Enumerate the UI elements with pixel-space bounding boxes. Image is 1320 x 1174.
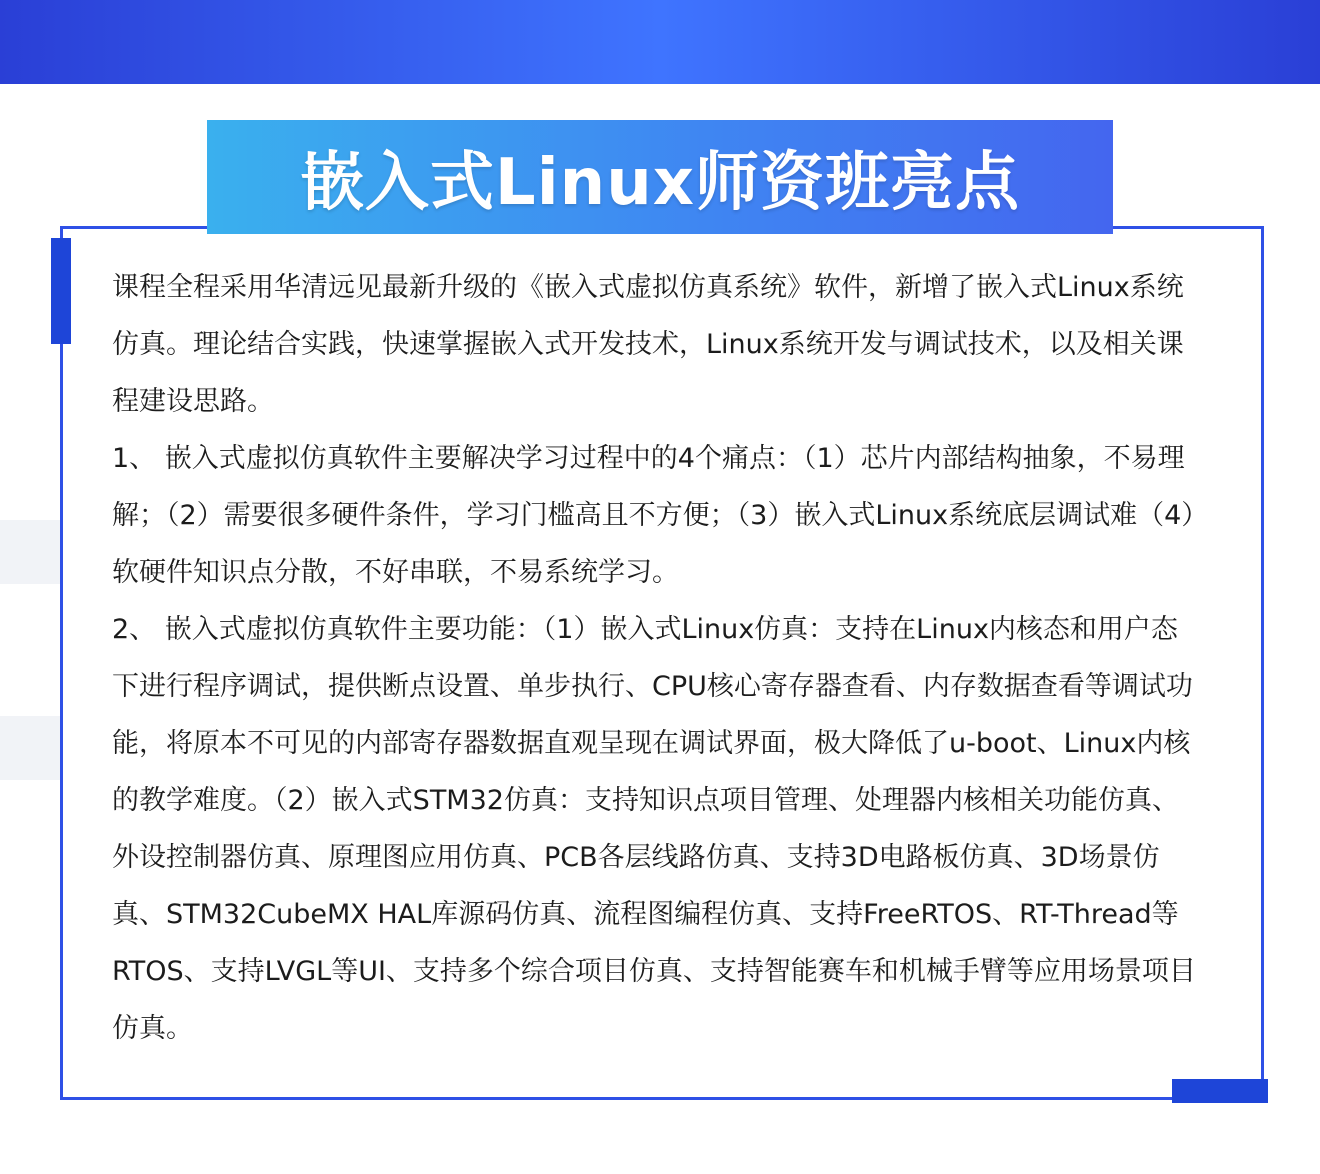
decorative-stripe: [0, 716, 60, 780]
features-paragraph: 2、 嵌入式虚拟仿真软件主要功能：（1）嵌入式Linux仿真：支持在Linux内核态和用户态下进行程序调试，提供断点设置、单步执行、CPU核心寄存器查看、内存数据查看等调试功能，将原本不可见的内部寄存器数据直观呈现在调试界面，极大降低了u-boot、Linux内核的教学难度。（2）嵌入式STM32仿真：支持知识点项目管理、处理器内核相关功能仿真、外设控制器仿真、原理图应用仿真、PCB各层线路仿真、支持3D电路板仿真、3D场景仿真、STM32CubeMX HAL库源码仿真、流程图编程仿真、支持FreeRTOS、RT-Thread等RTOS、支持LVGL等UI、支持多个综合项目仿真、支持智能赛车和机械手臂等应用场景项目仿真。: [112, 614, 1196, 1044]
title-banner: [207, 120, 1113, 234]
header-band: [0, 0, 1320, 84]
page-title: 嵌入式Linux师资班亮点: [299, 146, 1021, 220]
body-text: [112, 259, 1204, 1057]
decorative-stripe: [0, 520, 60, 584]
intro-paragraph: 课程全程采用华清远见最新升级的《嵌入式虚拟仿真系统》软件，新增了嵌入式Linux系统仿真。理论结合实践，快速掌握嵌入式开发技术，Linux系统开发与调试技术，以及相关课程建设思路。: [112, 272, 1184, 417]
frame-accent-bottom-right: [1172, 1079, 1268, 1103]
pain-points-paragraph: 1、 嵌入式虚拟仿真软件主要解决学习过程中的4个痛点：（1）芯片内部结构抽象，不易理解；（2）需要很多硬件条件，学习门槛高且不方便；（3）嵌入式Linux系统底层调试难（4）软硬件知识点分散，不好串联，不易系统学习。: [112, 443, 1195, 588]
frame-accent-left: [51, 238, 71, 344]
